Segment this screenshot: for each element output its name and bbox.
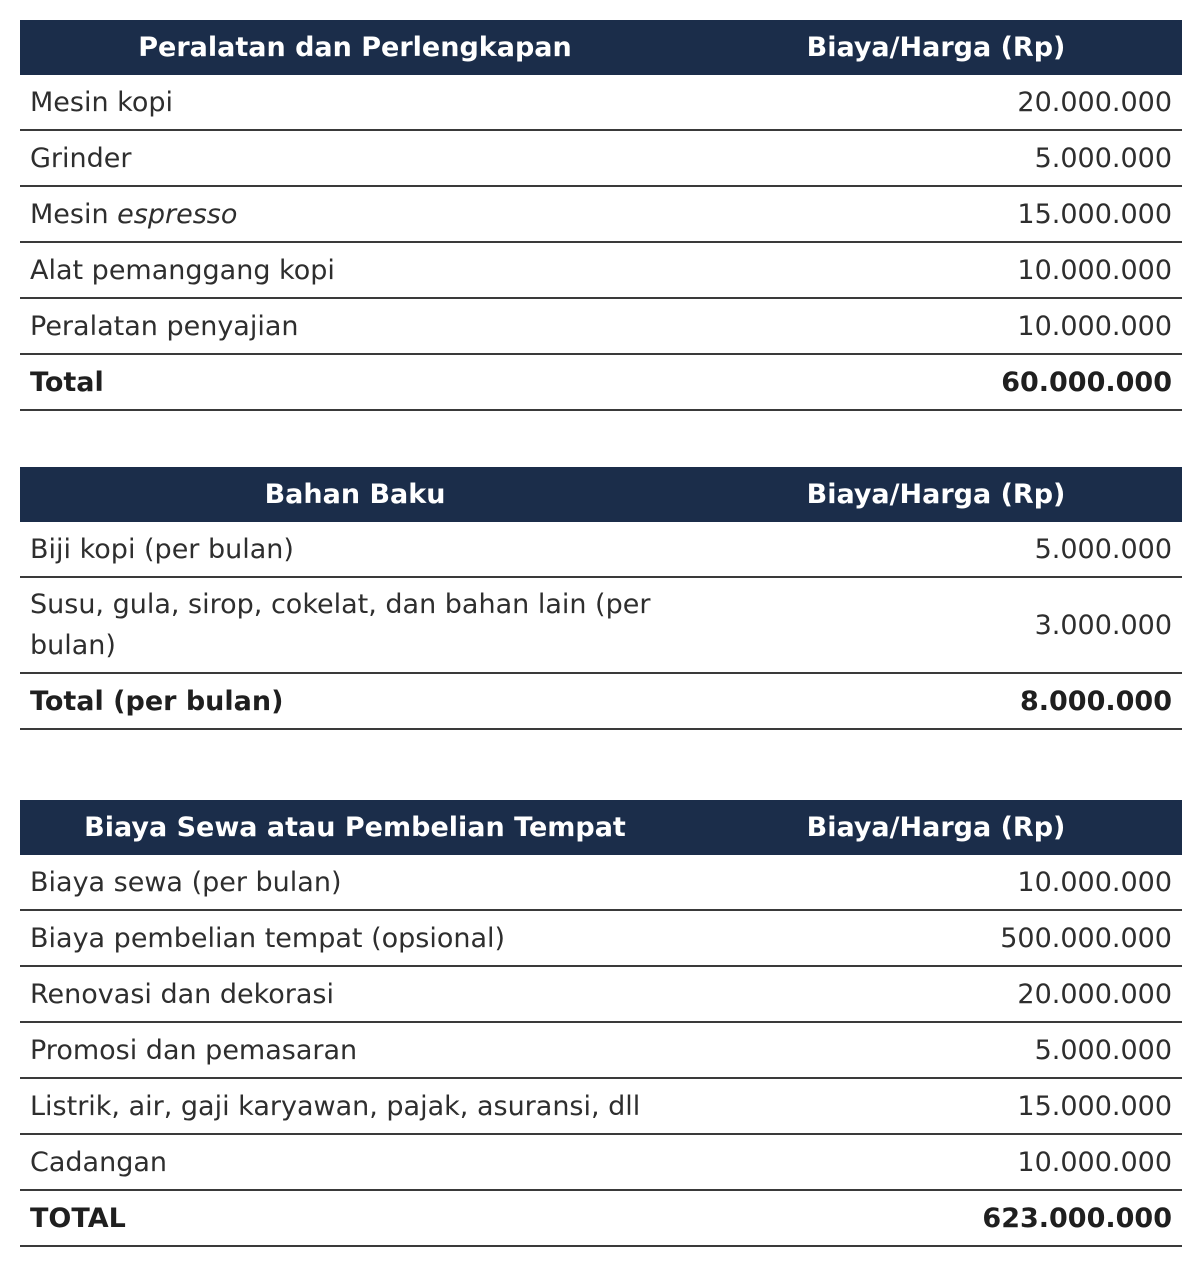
total-label: Total (per bulan) [20,673,690,729]
table-row [20,298,1182,354]
item-cell: Renovasi dan dekorasi [20,966,690,1022]
table-row [20,242,1182,298]
item-cell: Peralatan penyajian [20,298,690,354]
cost-cell: 10.000.000 [690,1134,1182,1190]
table-header-row [20,800,1182,855]
cost-cell: 20.000.000 [690,75,1182,130]
total-label: Total [20,354,690,410]
item-cell: Promosi dan pemasaran [20,1022,690,1078]
table-row [20,910,1182,966]
total-row [20,673,1182,729]
item-cell: Biaya sewa (per bulan) [20,855,690,910]
item-cell: Susu, gula, sirop, cokelat, dan bahan lain (per bulan) [20,577,690,673]
cost-cell: 10.000.000 [690,298,1182,354]
cost-cell: 15.000.000 [690,1078,1182,1134]
item-text: Mesin [30,198,118,230]
table-row [20,855,1182,910]
table-row [20,1022,1182,1078]
table-row [20,966,1182,1022]
cost-cell: 5.000.000 [690,130,1182,186]
item-cell: Biaya pembelian tempat (opsional) [20,910,690,966]
item-cell [20,186,690,242]
table-row [20,75,1182,130]
item-cell: Biji kopi (per bulan) [20,522,690,577]
total-value: 60.000.000 [690,354,1182,410]
total-row [20,1190,1182,1246]
cost-cell: 10.000.000 [690,242,1182,298]
cost-cell: 500.000.000 [690,910,1182,966]
cost-cell: 20.000.000 [690,966,1182,1022]
total-value: 623.000.000 [690,1190,1182,1246]
cost-cell: 15.000.000 [690,186,1182,242]
column-header-item: Peralatan dan Perlengkapan [20,20,690,75]
total-value: 8.000.000 [690,673,1182,729]
equipment-cost-table [20,20,1182,411]
item-cell: Grinder [20,130,690,186]
column-header-cost: Biaya/Harga (Rp) [690,800,1182,855]
table-row [20,1078,1182,1134]
total-label: TOTAL [20,1190,690,1246]
total-row [20,354,1182,410]
column-header-item: Biaya Sewa atau Pembelian Tempat [20,800,690,855]
table-header-row [20,20,1182,75]
item-cell: Alat pemanggang kopi [20,242,690,298]
raw-materials-cost-table [20,467,1182,730]
item-cell: Mesin kopi [20,75,690,130]
table-row [20,522,1182,577]
table-row [20,1134,1182,1190]
table-row [20,130,1182,186]
cost-cell: 5.000.000 [690,522,1182,577]
item-cell: Listrik, air, gaji karyawan, pajak, asuransi, dll [20,1078,690,1134]
table-row [20,577,1182,673]
column-header-cost: Biaya/Harga (Rp) [690,20,1182,75]
column-header-item: Bahan Baku [20,467,690,522]
column-header-cost: Biaya/Harga (Rp) [690,467,1182,522]
table-row [20,186,1182,242]
cost-cell: 10.000.000 [690,855,1182,910]
place-cost-table [20,800,1182,1247]
table-header-row [20,467,1182,522]
cost-cell: 3.000.000 [690,577,1182,673]
item-text-italic: espresso [117,198,238,230]
cost-cell: 5.000.000 [690,1022,1182,1078]
item-cell: Cadangan [20,1134,690,1190]
